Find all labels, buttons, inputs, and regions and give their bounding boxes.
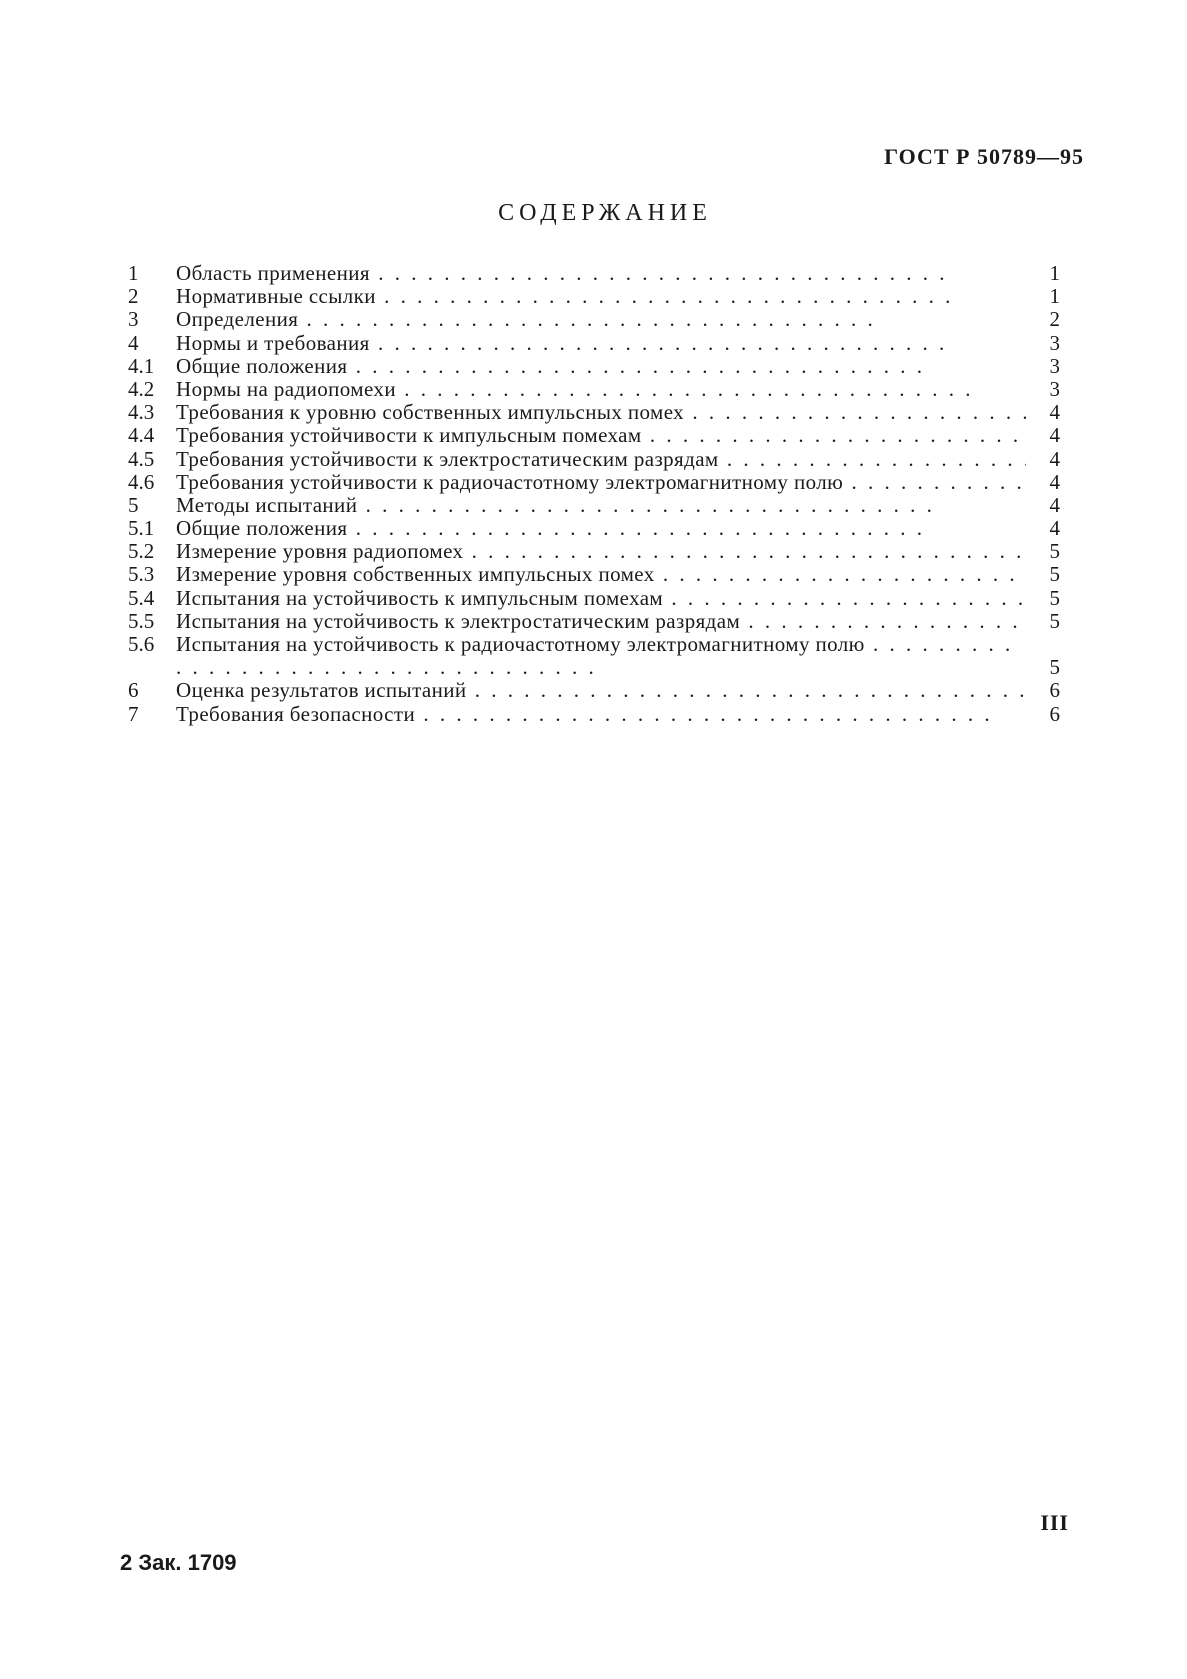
toc-entry-number: 7	[128, 701, 139, 726]
toc-entry-page: 1	[1049, 261, 1060, 285]
toc-entry-number: 5.2	[128, 539, 155, 564]
order-number: 2 Зак. 1709	[120, 1550, 237, 1575]
toc-entry-page: 4	[1049, 400, 1060, 425]
toc-entry-title: Требования устойчивости к импульсным помехам . .	[176, 424, 1026, 447]
toc-entry-page: 6	[1049, 678, 1060, 703]
toc-entry-title: Требования устойчивости к электростатическим разрядам . .	[176, 448, 1026, 471]
toc-entry-page: 3	[1049, 376, 1060, 401]
toc-entry-page: 3	[1049, 353, 1060, 378]
toc-entry-number: 5.5	[128, 608, 155, 633]
toc-entry	[128, 517, 1060, 540]
toc-entry-title: Область применения . .	[176, 262, 1026, 285]
toc-entry	[128, 355, 1060, 378]
toc-entry	[128, 703, 1060, 726]
toc-entry-page: 4	[1049, 423, 1060, 448]
toc-entry	[128, 633, 1060, 679]
toc-entry-title: Требования безопасности . .	[176, 703, 1026, 726]
toc-entry	[128, 285, 1060, 308]
toc-entry	[128, 610, 1060, 633]
toc-entry-page: 4	[1049, 516, 1060, 541]
toc-entry	[128, 332, 1060, 355]
toc-entry-page: 5	[1049, 562, 1060, 587]
toc-entry	[128, 424, 1060, 447]
toc-entry	[128, 540, 1060, 563]
toc-entry-title: Испытания на устойчивость к электростатическим разрядам . .	[176, 610, 1026, 633]
toc-entry-number: 1	[128, 261, 139, 285]
toc-entry	[128, 563, 1060, 586]
toc-entry-page: 6	[1049, 701, 1060, 726]
toc-entry-title: Требования к уровню собственных импульсных помех . .	[176, 401, 1026, 424]
toc-entry-number: 2	[128, 284, 139, 309]
toc-entry-title: Требования устойчивости к радиочастотному электромагнитному полю . .	[176, 471, 1026, 494]
toc-entry	[128, 587, 1060, 610]
toc-entry-number: 3	[128, 307, 139, 332]
document-code: ГОСТ Р 50789—95	[884, 144, 1084, 169]
toc-entry-number: 4.6	[128, 469, 155, 494]
toc-entry-number: 5.6	[128, 632, 155, 656]
toc-entry-title: Испытания на устойчивость к импульсным помехам . .	[176, 587, 1026, 610]
toc-entry-number: 5	[128, 492, 139, 517]
toc-entry-title: Измерение уровня радиопомех . .	[176, 540, 1026, 563]
toc-entry-page: 5	[1049, 539, 1060, 564]
toc-entry-title: Нормы и требования . .	[176, 332, 1026, 355]
toc-entry-number: 4.2	[128, 376, 155, 401]
toc-entry-number: 5.3	[128, 562, 155, 587]
toc-entry-page: 4	[1049, 469, 1060, 494]
page-title: СОДЕРЖАНИЕ	[498, 200, 712, 226]
toc-entry-number: 5.1	[128, 516, 155, 541]
toc-entry-title: Общие положения . .	[176, 355, 1026, 378]
toc-entry	[128, 308, 1060, 331]
toc-entry-page: 2	[1049, 307, 1060, 332]
toc-entry-page: 3	[1049, 330, 1060, 355]
toc-entry-title: Оценка результатов испытаний . .	[176, 679, 1026, 702]
toc-entry	[128, 448, 1060, 471]
toc-entry-number: 4.4	[128, 423, 155, 448]
toc-entry-title: Методы испытаний . .	[176, 494, 1026, 517]
toc-entry-title: Нормативные ссылки . .	[176, 285, 1026, 308]
toc-entry	[128, 401, 1060, 424]
toc-entry-number: 4.3	[128, 400, 155, 425]
toc-entry-title: Испытания на устойчивость к радиочастотному электромагнитному полю . .	[176, 633, 1026, 679]
toc-entry-title: Определения . .	[176, 308, 1026, 331]
toc-entry	[128, 378, 1060, 401]
toc-entry-title: Нормы на радиопомехи . .	[176, 378, 1026, 401]
toc-entry	[128, 679, 1060, 702]
toc-entry-page: 5	[1049, 608, 1060, 633]
toc-entry	[128, 471, 1060, 494]
toc-entry-number: 4.1	[128, 353, 155, 378]
toc-entry-page: 5	[1049, 655, 1060, 680]
toc-entry-number: 6	[128, 678, 139, 703]
page-number: III	[1040, 1510, 1069, 1535]
toc-entry	[128, 262, 1060, 285]
toc-entry-page: 5	[1049, 585, 1060, 610]
toc-entry-page: 4	[1049, 446, 1060, 471]
toc-entry-number: 4.5	[128, 446, 155, 471]
toc-entry-number: 4	[128, 330, 139, 355]
toc-entry	[128, 494, 1060, 517]
toc-entry-title: Измерение уровня собственных импульсных помех . .	[176, 563, 1026, 586]
table-of-contents	[128, 262, 1060, 726]
toc-entry-number: 5.4	[128, 585, 155, 610]
toc-entry-page: 1	[1049, 284, 1060, 309]
toc-entry-page: 4	[1049, 492, 1060, 517]
toc-entry-title: Общие положения . .	[176, 517, 1026, 540]
